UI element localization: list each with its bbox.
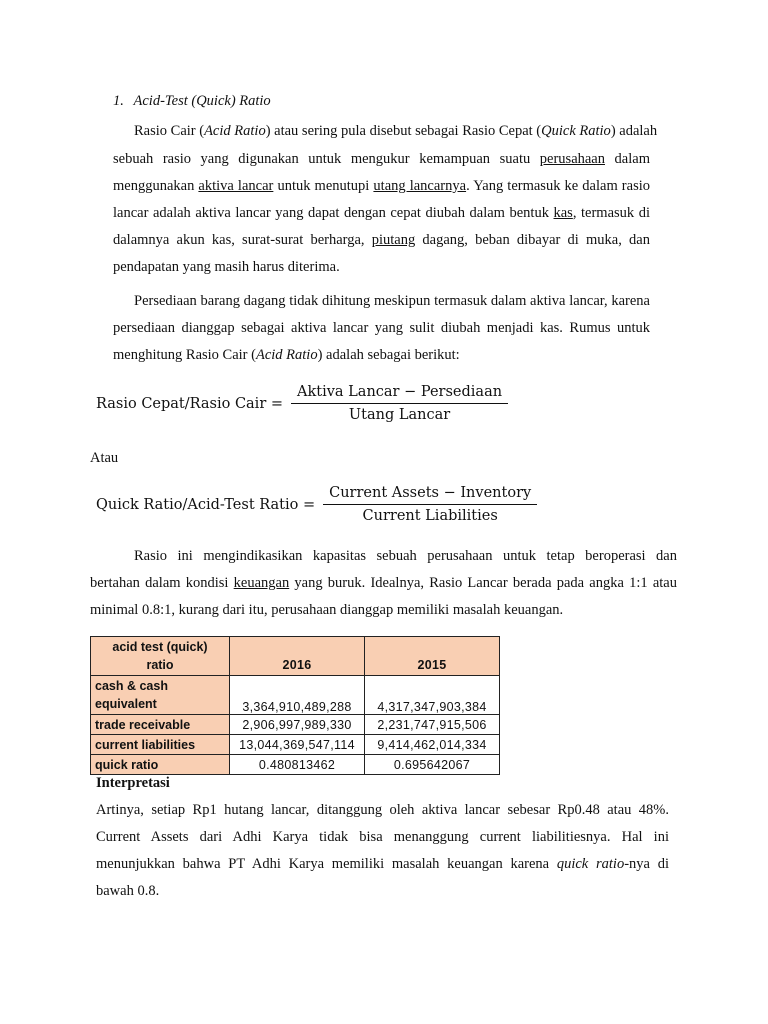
link-keuangan[interactable]: keuangan: [233, 575, 290, 591]
table-cell-2015: 9,414,462,014,334: [365, 735, 500, 755]
p3-line-3: minimal 0.8:1, kurang dari itu, perusahaan dianggap memiliki masalah keuangan.: [90, 602, 564, 618]
atau-label: Atau: [90, 450, 119, 466]
table-header-2016: 2016: [230, 637, 365, 676]
p1-line-2: sebuah rasio yang digunakan untuk mengukur kemampuan suatu perusahaan dalam: [113, 151, 650, 167]
p1-line-4: lancar adalah aktiva lancar yang dapat dengan cepat diubah dalam bentuk kas, termasuk di: [113, 205, 650, 221]
formula2-numerator: Current Assets − Inventory: [323, 485, 537, 505]
table-cell-2015: 2,231,747,915,506: [365, 715, 500, 735]
table-cell-2016: 3,364,910,489,288: [230, 676, 365, 715]
p1-line-3: menggunakan aktiva lancar untuk menutupi utang lancarnya. Yang termasuk ke dalam rasio: [113, 178, 650, 194]
table-cell-2015: 4,317,347,903,384: [365, 676, 500, 715]
p1-line-6: pendapatan yang masih harus diterima.: [113, 259, 340, 275]
interp-line-2: Current Assets dari Adhi Karya tidak bisa menanggung current liabilitiesnya. Hal ini: [96, 829, 669, 845]
formula2-denominator: Current Liabilities: [362, 508, 498, 524]
table-row-label: cash & cash equivalent: [91, 676, 230, 715]
table-cell-2015: 0.695642067: [365, 755, 500, 775]
link-kas[interactable]: kas: [553, 205, 573, 221]
formula2-fraction: [323, 485, 537, 524]
table-cell-2016: 0.480813462: [230, 755, 365, 775]
table-row-label: current liabilities: [91, 735, 230, 755]
p1-line-5: dalamnya akun kas, surat-surat berharga, piutang dagang, beban dibayar di muka, dan: [113, 232, 650, 248]
interp-line-3: menunjukkan bahwa PT Adhi Karya memiliki masalah keuangan karena quick ratio-nya di: [96, 856, 669, 872]
formula1-numerator: Aktiva Lancar − Persediaan: [291, 384, 508, 404]
formula2-lhs: Quick Ratio/Acid-Test Ratio =: [96, 496, 316, 513]
section-number: 1.: [113, 93, 124, 109]
table-header-label: acid test (quick) ratio: [91, 637, 230, 676]
p2-line-1: Persediaan barang dagang tidak dihitung meskipun termasuk dalam aktiva lancar, karena: [134, 293, 650, 309]
p1-line-1: Rasio Cair (Acid Ratio) atau sering pula disebut sebagai Rasio Cepat (Quick Ratio) adalah: [134, 123, 658, 139]
p3-line-2: bertahan dalam kondisi keuangan yang buruk. Idealnya, Rasio Lancar berada pada angka 1:1 atau: [90, 575, 677, 591]
interpretasi-title: Interpretasi: [96, 775, 170, 791]
acid-test-table: [90, 636, 500, 775]
formula-quick-ratio: [96, 485, 537, 524]
table-cell-2016: 2,906,997,989,330: [230, 715, 365, 735]
formula1-lhs: Rasio Cepat/Rasio Cair =: [96, 395, 284, 412]
table-row: [91, 715, 500, 735]
interp-line-4: bawah 0.8.: [96, 883, 160, 899]
link-utang-lancarnya[interactable]: utang lancarnya: [373, 178, 467, 194]
formula1-fraction: [291, 384, 508, 423]
link-perusahaan[interactable]: perusahaan: [539, 151, 605, 167]
table-cell-2016: 13,044,369,547,114: [230, 735, 365, 755]
link-aktiva-lancar[interactable]: aktiva lancar: [198, 178, 274, 194]
table-header-row: [91, 637, 500, 676]
p2-line-2: persediaan dianggap sebagai aktiva lancar yang sulit diubah menjadi kas. Rumus untuk: [113, 320, 650, 336]
section-title: Acid-Test (Quick) Ratio: [133, 93, 271, 109]
p3-line-1: Rasio ini mengindikasikan kapasitas sebuah perusahaan untuk tetap beroperasi dan: [134, 548, 677, 564]
formula-rasio-cepat: [96, 384, 508, 423]
table-row-label: quick ratio: [91, 755, 230, 775]
table-row: [91, 735, 500, 755]
interp-line-1: Artinya, setiap Rp1 hutang lancar, ditanggung oleh aktiva lancar sebesar Rp0.48 atau 48%.: [96, 802, 669, 818]
table-row: [91, 676, 500, 715]
table-header-2015: 2015: [365, 637, 500, 676]
section-heading: [113, 88, 271, 116]
p2-line-3: menghitung Rasio Cair (Acid Ratio) adalah sebagai berikut:: [113, 347, 460, 363]
formula1-denominator: Utang Lancar: [348, 407, 451, 423]
table-row-label: trade receivable: [91, 715, 230, 735]
link-piutang[interactable]: piutang: [371, 232, 416, 248]
